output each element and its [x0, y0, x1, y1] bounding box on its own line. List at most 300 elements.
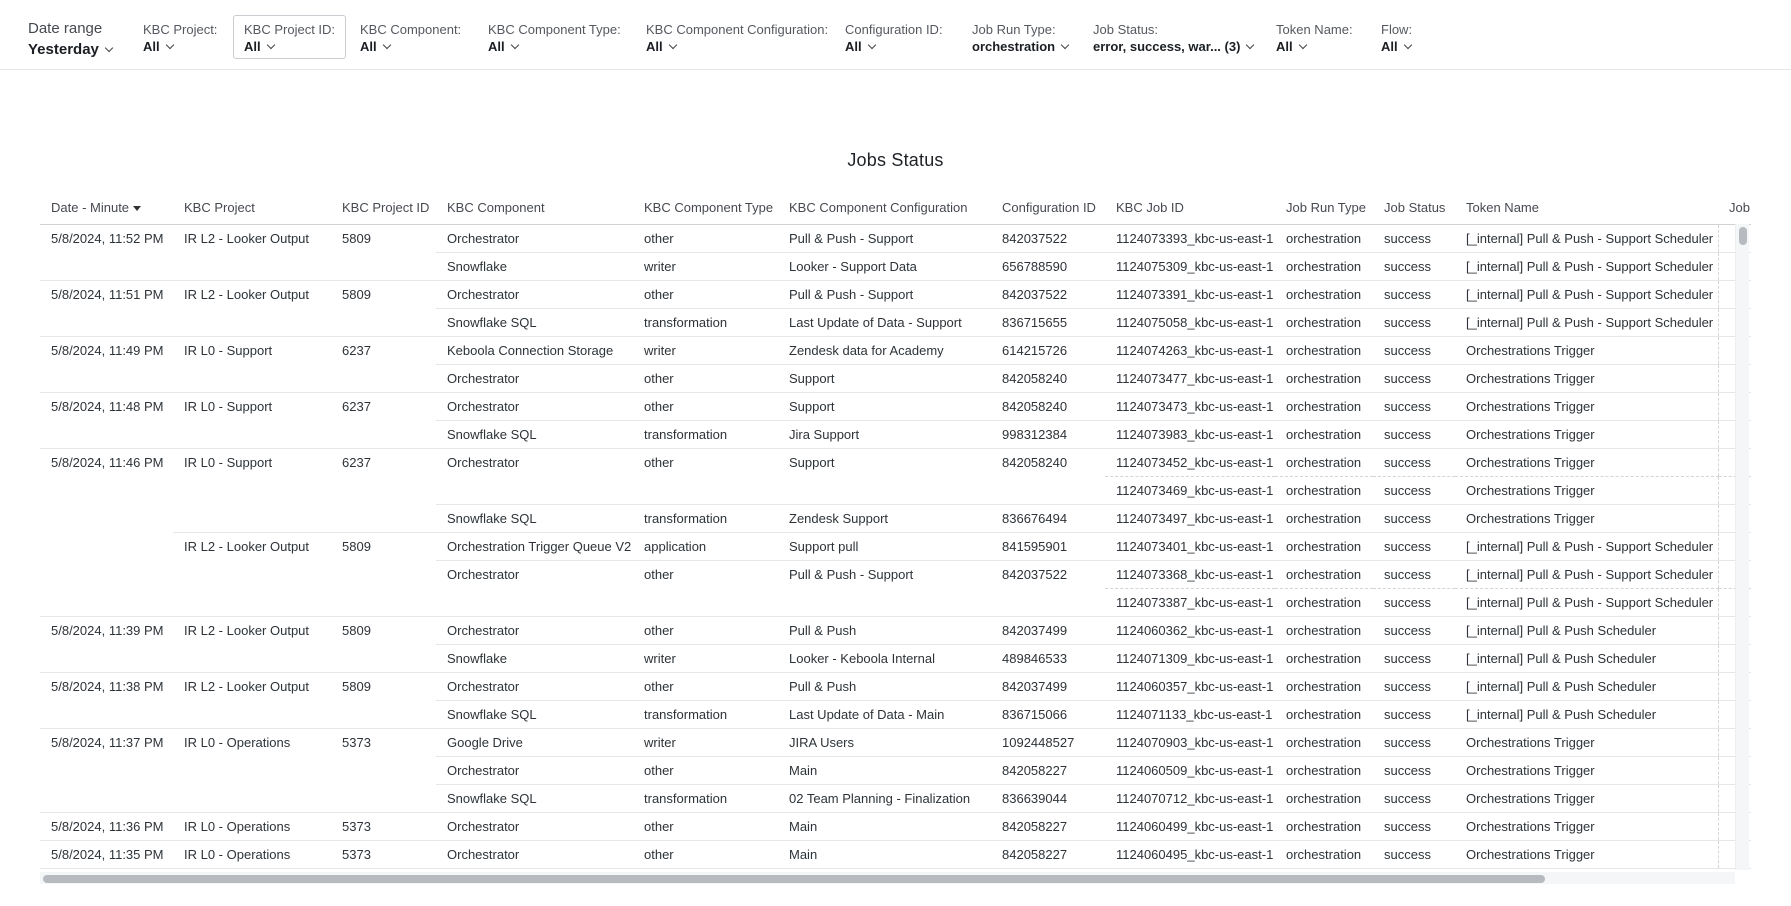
cell-token-name: [_internal] Pull & Push - Support Scheduler [1455, 532, 1718, 560]
chevron-down-icon [867, 41, 875, 49]
cell-kbc-job-id: 1124073452_kbc-us-east-1 [1105, 448, 1275, 476]
cell-kbc-component-configuration: Support [778, 364, 991, 392]
cell-job-run-type: orchestration [1275, 840, 1373, 868]
cell-kbc-component-configuration: Main [778, 840, 991, 868]
cell-kbc-project [173, 700, 331, 728]
filter-date-range-label: Date range [28, 20, 103, 37]
column-header-kbc-job-id[interactable] [1105, 192, 1275, 224]
cell-kbc-project-id: 5809 [342, 678, 371, 694]
column-header-kbc-project[interactable] [173, 192, 331, 224]
cell-kbc-job-id: 1124073368_kbc-us-east-1 [1105, 560, 1275, 588]
cell-date-minute [40, 364, 173, 392]
cell-kbc-job-id: 1124073983_kbc-us-east-1 [1105, 420, 1275, 448]
cell-kbc-job-id: 1124073401_kbc-us-east-1 [1105, 532, 1275, 560]
table-row[interactable] [40, 392, 1751, 420]
cell-kbc-component-type: transformation [633, 784, 778, 812]
cell-date-minute [40, 476, 173, 504]
cell-kbc-component: Snowflake [436, 252, 633, 280]
table-row[interactable] [40, 840, 1751, 868]
cell-kbc-component: Orchestrator [436, 392, 633, 420]
cell-configuration-id: 656788590 [991, 252, 1105, 280]
cell-job-status: success [1373, 840, 1455, 868]
cell-job-run-type: orchestration [1275, 728, 1373, 756]
table-row[interactable] [40, 336, 1751, 364]
report-title: Jobs Status [847, 150, 944, 170]
cell-kbc-project: IR L2 - Looker Output [184, 538, 310, 554]
cell-token-name: Orchestrations Trigger [1455, 504, 1718, 532]
table-row[interactable] [40, 504, 1751, 532]
cell-date-minute: 5/8/2024, 11:52 PM [51, 230, 164, 246]
cell-kbc-component-configuration: Looker - Support Data [778, 252, 991, 280]
cell-job-status: success [1373, 700, 1455, 728]
cell-date-minute: 5/8/2024, 11:37 PM [51, 734, 164, 750]
cell-kbc-project: IR L0 - Operations [173, 840, 331, 868]
cell-kbc-job-id: 1124060495_kbc-us-east-1 [1105, 840, 1275, 868]
table-row[interactable] [40, 812, 1751, 840]
table-row[interactable] [40, 476, 1751, 504]
column-header-kbc-component-configuration[interactable] [778, 192, 991, 224]
filter-token-name-value-text: All [1276, 39, 1293, 54]
cell-kbc-job-id: 1124073477_kbc-us-east-1 [1105, 364, 1275, 392]
filter-token-name-label: Token Name: [1276, 22, 1353, 37]
cell-kbc-project: IR L2 - Looker Output [184, 622, 310, 638]
cell-kbc-component-type: writer [633, 252, 778, 280]
cell-token-name: [_internal] Pull & Push - Support Scheduler [1455, 224, 1718, 252]
filter-kbc-component-configuration[interactable] [635, 15, 839, 59]
cell-kbc-component: Orchestrator [436, 224, 633, 252]
cell-kbc-component-type: writer [633, 336, 778, 364]
table-row[interactable] [40, 308, 1751, 336]
cell-kbc-project: IR L0 - Operations [173, 812, 331, 840]
cell-kbc-job-id: 1124070712_kbc-us-east-1 [1105, 784, 1275, 812]
cell-token-name: Orchestrations Trigger [1455, 336, 1718, 364]
cell-date-minute [40, 504, 173, 532]
filter-job-status-value-text: error, success, war... (3) [1093, 39, 1241, 54]
cell-configuration-id: 836715655 [991, 308, 1105, 336]
horizontal-scrollbar[interactable] [40, 872, 1735, 884]
cell-token-name: [_internal] Pull & Push - Support Scheduler [1455, 252, 1718, 280]
vertical-scrollbar-thumb[interactable] [1739, 227, 1747, 245]
column-header-label: Job [1729, 200, 1750, 216]
jobs-status-table [40, 192, 1751, 869]
cell-kbc-project-id: 6237 [342, 342, 371, 358]
cell-date-minute [40, 644, 173, 672]
table-row[interactable] [40, 644, 1751, 672]
cell-kbc-component-configuration: Last Update of Data - Main [778, 700, 991, 728]
chevron-down-icon [266, 41, 274, 49]
table-row[interactable] [40, 364, 1751, 392]
cell-job-run-type: orchestration [1275, 560, 1373, 588]
cell-kbc-component: Orchestrator [436, 840, 633, 868]
cell-kbc-component-configuration: Zendesk Support [778, 504, 991, 532]
cell-date-minute [40, 700, 173, 728]
filter-kbc-project-label: KBC Project: [143, 22, 218, 37]
cell-kbc-component-type: writer [633, 644, 778, 672]
cell-job-status: success [1373, 476, 1455, 504]
filter-kbc-component-type-value [488, 39, 621, 55]
cell-kbc-job-id: 1124073469_kbc-us-east-1 [1105, 476, 1275, 504]
filter-job-run-type[interactable] [961, 15, 1079, 59]
column-header-job-status[interactable] [1373, 192, 1455, 224]
cell-kbc-project-id [331, 784, 436, 812]
column-header-kbc-project-id[interactable] [331, 192, 436, 224]
cell-kbc-project [173, 560, 331, 588]
cell-configuration-id: 998312384 [991, 420, 1105, 448]
cell-token-name: Orchestrations Trigger [1455, 784, 1718, 812]
filter-kbc-project[interactable] [132, 15, 228, 59]
table-row[interactable] [40, 532, 1751, 560]
filter-date-range-value-text: Yesterday [28, 41, 99, 58]
cell-date-minute [40, 308, 173, 336]
filter-job-status[interactable] [1082, 15, 1264, 59]
cell-kbc-project-id [331, 588, 436, 616]
cell-kbc-project: IR L0 - Support [184, 342, 273, 358]
cell-kbc-component-type: other [633, 812, 778, 840]
filter-kbc-component-configuration-value [646, 39, 828, 55]
cell-configuration-id: 842058227 [991, 756, 1105, 784]
cell-kbc-project-id [331, 252, 436, 280]
cell-kbc-project: IR L0 - Support [184, 398, 273, 414]
cell-job-run-type: orchestration [1275, 392, 1373, 420]
filter-kbc-project-value [143, 39, 217, 55]
filter-kbc-project-id[interactable] [233, 15, 346, 59]
cell-kbc-job-id: 1124060499_kbc-us-east-1 [1105, 812, 1275, 840]
table-row[interactable] [40, 252, 1751, 280]
filter-configuration-id-value [845, 39, 943, 55]
table-row[interactable] [40, 420, 1751, 448]
cell-date-minute: 5/8/2024, 11:46 PM [51, 454, 164, 470]
filter-job-status-value [1093, 39, 1253, 55]
table-row[interactable] [40, 700, 1751, 728]
cell-kbc-project [173, 420, 331, 448]
column-header-job-run-type[interactable] [1275, 192, 1373, 224]
filter-flow-value-text: All [1381, 39, 1398, 54]
chevron-down-icon [1403, 41, 1411, 49]
cell-job-status: success [1373, 308, 1455, 336]
cell-kbc-project-id [331, 560, 436, 588]
cell-kbc-component-type: other [633, 364, 778, 392]
cell-date-minute [40, 588, 173, 616]
cell-kbc-component-type: other [633, 840, 778, 868]
cell-kbc-component: Orchestrator [436, 672, 633, 700]
cell-kbc-component-configuration: Main [778, 756, 991, 784]
cell-configuration-id: 836639044 [991, 784, 1105, 812]
cell-token-name: [_internal] Pull & Push - Support Scheduler [1455, 308, 1718, 336]
cell-kbc-project-id: 5809 [342, 286, 371, 302]
cell-date-minute [40, 784, 173, 812]
column-header-label: Date - Minute [51, 200, 130, 216]
cell-kbc-job-id: 1124060357_kbc-us-east-1 [1105, 672, 1275, 700]
cell-kbc-component-type [633, 476, 778, 504]
cell-kbc-component-configuration: Support [778, 392, 991, 420]
cell-kbc-project-id: 5373 [331, 812, 436, 840]
cell-kbc-project: IR L0 - Support [184, 454, 273, 470]
cell-kbc-job-id: 1124074263_kbc-us-east-1 [1105, 336, 1275, 364]
cell-kbc-job-id: 1124060509_kbc-us-east-1 [1105, 756, 1275, 784]
cell-date-minute [40, 560, 173, 588]
cell-job-run-type: orchestration [1275, 476, 1373, 504]
column-header-kbc-component[interactable] [436, 192, 633, 224]
cell-kbc-project: IR L2 - Looker Output [184, 286, 310, 302]
cell-configuration-id: 842037499 [991, 616, 1105, 644]
cell-kbc-project [173, 476, 331, 504]
cell-job-run-type: orchestration [1275, 224, 1373, 252]
column-header-label: Job Run Type [1286, 200, 1366, 216]
column-header-label: KBC Component [447, 200, 545, 216]
cell-kbc-project: IR L2 - Looker Output [184, 678, 310, 694]
filter-bar [0, 0, 1791, 70]
sort-descending-icon[interactable] [133, 206, 141, 211]
chevron-down-icon [1246, 41, 1254, 49]
cell-job-status: success [1373, 784, 1455, 812]
cell-job-status: success [1373, 392, 1455, 420]
cell-job-run-type: orchestration [1275, 672, 1373, 700]
cell-job-status: success [1373, 336, 1455, 364]
cell-kbc-component: Orchestrator [436, 364, 633, 392]
filter-kbc-project-id-value-text: All [244, 39, 261, 54]
filter-job-run-type-value [972, 39, 1068, 55]
cell-kbc-project [173, 504, 331, 532]
filter-job-status-label: Job Status: [1093, 22, 1159, 37]
cell-job-run-type: orchestration [1275, 420, 1373, 448]
filter-flow-label: Flow: [1381, 22, 1413, 37]
cell-kbc-project-id: 5809 [342, 230, 371, 246]
cell-kbc-project-id: 5373 [331, 840, 436, 868]
cell-configuration-id: 1092448527 [991, 728, 1105, 756]
cell-date-minute [40, 252, 173, 280]
cell-kbc-component: Orchestrator [436, 756, 633, 784]
filter-kbc-project-id-label: KBC Project ID: [244, 22, 336, 37]
cell-kbc-project-id [331, 420, 436, 448]
cell-kbc-component-type: writer [633, 728, 778, 756]
cell-kbc-job-id: 1124073497_kbc-us-east-1 [1105, 504, 1275, 532]
cell-date-minute [40, 756, 173, 784]
filter-kbc-component-label: KBC Component: [360, 22, 462, 37]
chevron-down-icon [382, 41, 390, 49]
cell-kbc-component-type: transformation [633, 308, 778, 336]
filter-kbc-component[interactable] [349, 15, 472, 59]
table-row[interactable] [40, 588, 1751, 616]
filter-kbc-component-type[interactable] [477, 15, 632, 59]
table-row[interactable] [40, 728, 1751, 756]
filter-kbc-component-type-label: KBC Component Type: [488, 22, 621, 37]
cell-kbc-job-id: 1124070903_kbc-us-east-1 [1105, 728, 1275, 756]
cell-kbc-component-configuration: JIRA Users [778, 728, 991, 756]
column-header-label: KBC Component Type [644, 200, 774, 216]
cell-kbc-job-id: 1124073473_kbc-us-east-1 [1105, 392, 1275, 420]
cell-kbc-component: Google Drive [436, 728, 633, 756]
cell-configuration-id: 842037522 [991, 280, 1105, 308]
table-row[interactable] [40, 672, 1751, 700]
cell-job-status: success [1373, 756, 1455, 784]
cell-kbc-component [436, 476, 633, 504]
cell-kbc-component-type: other [633, 756, 778, 784]
cell-token-name: Orchestrations Trigger [1455, 392, 1718, 420]
cell-kbc-component: Orchestrator [436, 616, 633, 644]
filter-kbc-component-configuration-label: KBC Component Configuration: [646, 22, 829, 37]
cell-job-status: success [1373, 588, 1455, 616]
filter-kbc-component-value [360, 39, 461, 55]
cell-kbc-job-id: 1124075309_kbc-us-east-1 [1105, 252, 1275, 280]
filter-job-run-type-value-text: orchestration [972, 39, 1056, 54]
cell-kbc-component-configuration: Pull & Push - Support [789, 566, 914, 582]
cell-job-status: success [1373, 672, 1455, 700]
cell-date-minute: 5/8/2024, 11:48 PM [51, 398, 164, 414]
cell-kbc-project [173, 644, 331, 672]
column-header-label: KBC Job ID [1116, 200, 1184, 216]
cell-token-name: Orchestrations Trigger [1455, 448, 1718, 476]
filter-date-range[interactable] [10, 12, 123, 56]
cell-kbc-component-type [633, 588, 778, 616]
cell-kbc-project [173, 252, 331, 280]
cell-configuration-id [991, 588, 1105, 616]
cell-kbc-project [173, 588, 331, 616]
cell-kbc-component: Snowflake SQL [436, 700, 633, 728]
table-row[interactable] [40, 784, 1751, 812]
vertical-scrollbar[interactable] [1735, 224, 1749, 870]
cell-kbc-component-type: other [633, 672, 778, 700]
cell-kbc-component-configuration: Pull & Push [778, 672, 991, 700]
cell-kbc-component: Snowflake [436, 644, 633, 672]
cell-kbc-component-type: other [644, 566, 674, 582]
chevron-down-icon [668, 41, 676, 49]
cell-kbc-job-id: 1124071133_kbc-us-east-1 [1105, 700, 1275, 728]
table-row[interactable] [40, 616, 1751, 644]
cell-token-name: [_internal] Pull & Push Scheduler [1455, 672, 1718, 700]
cell-kbc-component-type: transformation [633, 504, 778, 532]
cell-job-run-type: orchestration [1275, 588, 1373, 616]
cell-kbc-component-configuration [778, 476, 991, 504]
cell-job-status: success [1373, 532, 1455, 560]
table-body [40, 224, 1751, 868]
cell-kbc-job-id: 1124073393_kbc-us-east-1 [1105, 224, 1275, 252]
cell-job-status: success [1373, 420, 1455, 448]
cell-kbc-component-configuration: Support [789, 454, 835, 470]
filter-flow[interactable] [1370, 15, 1423, 59]
table-row[interactable] [40, 448, 1751, 476]
cell-kbc-project: IR L2 - Looker Output [184, 230, 310, 246]
cell-job-status: success [1373, 224, 1455, 252]
cell-kbc-component: Orchestrator [447, 566, 520, 582]
cell-kbc-project-id: 6237 [342, 398, 371, 414]
cell-job-run-type: orchestration [1275, 616, 1373, 644]
cell-configuration-id: 842058227 [991, 840, 1105, 868]
cell-kbc-job-id: 1124073391_kbc-us-east-1 [1105, 280, 1275, 308]
column-header-date-minute[interactable] [40, 192, 173, 224]
cell-kbc-component-type: application [633, 532, 778, 560]
table-row[interactable] [40, 280, 1751, 308]
cell-job-run-type: orchestration [1275, 448, 1373, 476]
column-header-label: Configuration ID [1002, 200, 1096, 216]
filter-job-run-type-label: Job Run Type: [972, 22, 1056, 37]
cell-configuration-id: 841595901 [991, 532, 1105, 560]
cell-job-run-type: orchestration [1275, 812, 1373, 840]
cell-kbc-component: Snowflake SQL [436, 308, 633, 336]
column-header-label: KBC Component Configuration [789, 200, 968, 216]
cell-kbc-component-configuration: Support pull [778, 532, 991, 560]
cell-token-name: Orchestrations Trigger [1455, 812, 1718, 840]
cell-kbc-component-configuration: Jira Support [778, 420, 991, 448]
column-header-label: Job Status [1384, 200, 1446, 216]
cell-token-name: Orchestrations Trigger [1455, 420, 1718, 448]
cell-job-run-type: orchestration [1275, 784, 1373, 812]
cell-date-minute [40, 532, 173, 560]
cell-date-minute: 5/8/2024, 11:39 PM [51, 622, 164, 638]
table-header-row [40, 192, 1751, 224]
table-row[interactable] [40, 224, 1751, 252]
cell-job-status: success [1373, 812, 1455, 840]
cell-kbc-component-type: other [633, 392, 778, 420]
cell-kbc-component-configuration: Pull & Push [778, 616, 991, 644]
cell-token-name: [_internal] Pull & Push Scheduler [1455, 700, 1718, 728]
cell-token-name: Orchestrations Trigger [1455, 364, 1718, 392]
cell-kbc-component-configuration [778, 588, 991, 616]
column-header-job[interactable] [1718, 192, 1751, 224]
cell-date-minute: 5/8/2024, 11:49 PM [51, 342, 164, 358]
cell-kbc-project-id [331, 364, 436, 392]
cell-kbc-component: Keboola Connection Storage [436, 336, 633, 364]
cell-kbc-component-configuration: Pull & Push - Support [778, 224, 991, 252]
filter-kbc-project-id-value [244, 39, 335, 55]
filter-token-name[interactable] [1265, 15, 1364, 59]
cell-kbc-project-id: 5809 [342, 538, 371, 554]
column-header-kbc-component-type[interactable] [633, 192, 778, 224]
filter-kbc-component-type-value-text: All [488, 39, 505, 54]
cell-kbc-component-configuration: Pull & Push - Support [778, 280, 991, 308]
horizontal-scrollbar-thumb[interactable] [43, 875, 1545, 883]
cell-token-name: Orchestrations Trigger [1455, 476, 1718, 504]
cell-token-name: Orchestrations Trigger [1455, 840, 1718, 868]
cell-job-status: success [1373, 560, 1455, 588]
cell-configuration-id [991, 476, 1105, 504]
cell-job-run-type: orchestration [1275, 504, 1373, 532]
cell-job-status: success [1373, 616, 1455, 644]
column-header-configuration-id[interactable] [991, 192, 1105, 224]
column-header-token-name[interactable] [1455, 192, 1718, 224]
cell-configuration-id: 842037499 [991, 672, 1105, 700]
cell-job-run-type: orchestration [1275, 700, 1373, 728]
cell-kbc-component-type: other [633, 616, 778, 644]
cell-kbc-project-id [331, 504, 436, 532]
cell-token-name: Orchestrations Trigger [1455, 728, 1718, 756]
cell-token-name: [_internal] Pull & Push Scheduler [1455, 616, 1718, 644]
cell-kbc-project-id: 6237 [342, 454, 371, 470]
cell-kbc-project [173, 784, 331, 812]
cell-kbc-project [173, 364, 331, 392]
column-header-label: KBC Project ID [342, 200, 430, 216]
chevron-down-icon [105, 44, 113, 52]
cell-kbc-component: Orchestrator [447, 454, 520, 470]
cell-kbc-project [173, 308, 331, 336]
column-header-label: KBC Project [184, 200, 255, 216]
cell-kbc-component: Snowflake SQL [436, 784, 633, 812]
cell-kbc-component [436, 588, 633, 616]
cell-kbc-component-type: transformation [633, 700, 778, 728]
cell-kbc-component: Orchestration Trigger Queue V2 [436, 532, 633, 560]
filter-configuration-id[interactable] [834, 15, 954, 59]
cell-job-run-type: orchestration [1275, 336, 1373, 364]
filter-configuration-id-label: Configuration ID: [845, 22, 943, 37]
table-row[interactable] [40, 560, 1751, 588]
chevron-down-icon [510, 41, 518, 49]
chevron-down-icon [165, 41, 173, 49]
cell-configuration-id: 489846533 [991, 644, 1105, 672]
cell-date-minute: 5/8/2024, 11:38 PM [51, 678, 164, 694]
filter-configuration-id-value-text: All [845, 39, 862, 54]
cell-job-run-type: orchestration [1275, 308, 1373, 336]
table-row[interactable] [40, 756, 1751, 784]
cell-job-status: success [1373, 448, 1455, 476]
